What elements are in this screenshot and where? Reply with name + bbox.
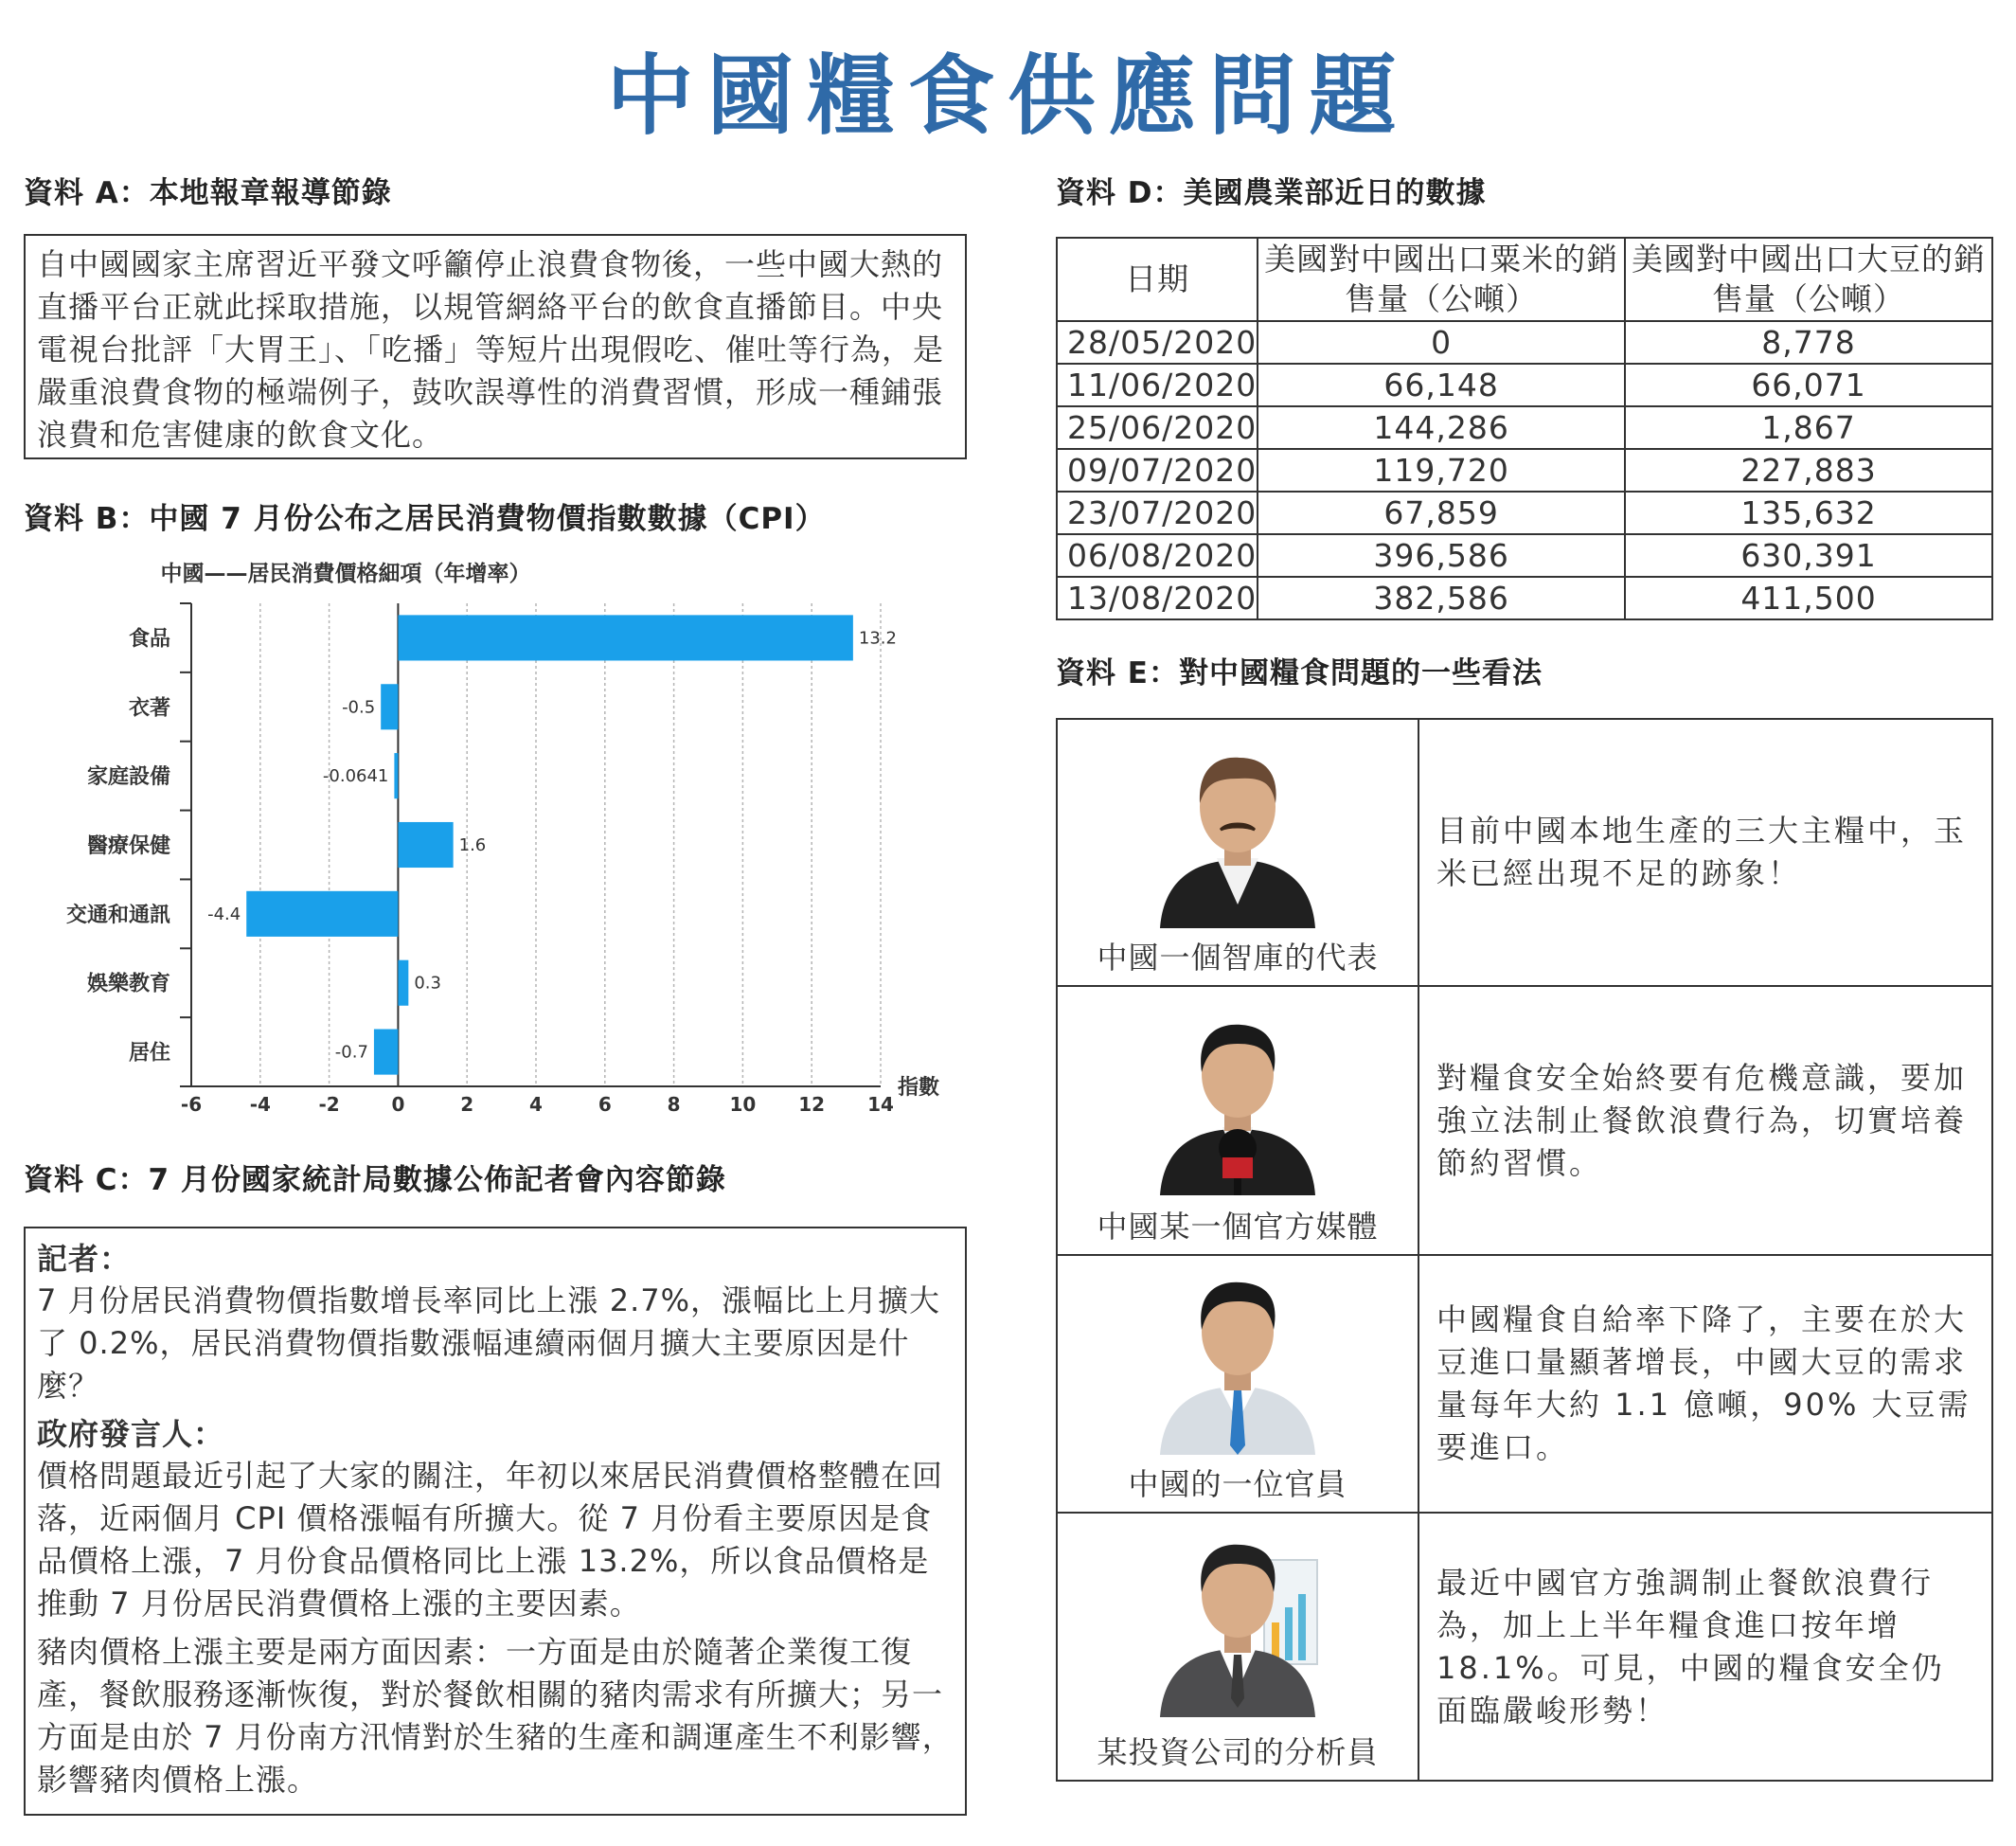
opinion-role: 中國的一位官員	[1128, 1466, 1347, 1502]
page-title: 中國糧食供應問題	[606, 45, 1410, 147]
chart-title: 中國——居民消費價格細項（年增率）	[160, 562, 531, 586]
cell-corn: 67,859	[1258, 492, 1625, 534]
opinion-row	[1058, 720, 1991, 987]
table-row	[1057, 321, 1992, 364]
cell-soybean: 411,500	[1625, 577, 1992, 619]
x-tick-label: 8	[667, 1093, 681, 1116]
opinion-text-cell	[1419, 987, 1991, 1254]
cell-soybean: 630,391	[1625, 534, 1992, 577]
chart-bars	[246, 615, 853, 1074]
table-row	[1057, 534, 1992, 577]
cell-soybean: 135,632	[1625, 492, 1992, 534]
cell-date: 11/06/2020	[1057, 364, 1258, 406]
opinion-row	[1058, 1514, 1991, 1780]
cell-date: 25/06/2020	[1057, 406, 1258, 449]
bar	[394, 753, 398, 798]
x-tick-label: 14	[867, 1093, 894, 1116]
opinion-text: 目前中國本地生產的三大主糧中，玉米已經出現不足的跡象！	[1436, 813, 1968, 891]
reporter-microphone-icon	[1152, 1006, 1323, 1195]
government-answer-2: 豬肉價格上漲主要是兩方面因素：一方面是由於隨著企業復工復產，餐飲服務逐漸恢復，對於餐飲相關的豬肉需求有所擴大；另一方面是由於 7 月份南方汛情對於生豬的生產和調運產生不利影響，影響豬肉價格上漲。	[37, 1634, 954, 1798]
opinion-row	[1058, 1256, 1991, 1514]
analyst-person-icon	[1152, 1528, 1323, 1717]
x-tick-label: 12	[798, 1093, 826, 1116]
cell-corn: 144,286	[1258, 406, 1625, 449]
chart-x-label: 指數	[897, 1076, 940, 1100]
value-label: 1.6	[458, 835, 487, 855]
source-c-box	[24, 1227, 967, 1816]
cell-corn: 66,148	[1258, 364, 1625, 406]
opinions-table	[1056, 718, 1993, 1782]
government-answer-1: 價格問題最近引起了大家的關注，年初以來居民消費價格整體在回落，近兩個月 CPI 價格漲幅有所擴大。從 7 月份看主要原因是食品價格上漲，7 月份食品價格同比上漲 13.2%，所以食品價格是推動 7 月份居民消費價格上漲的主要因素。	[37, 1458, 944, 1622]
cell-date: 13/08/2020	[1057, 577, 1258, 619]
bar	[398, 822, 453, 868]
opinion-person-cell	[1058, 720, 1419, 985]
opinion-text: 中國糧食自給率下降了，主要在於大豆進口量顯著增長，中國大豆的需求量每年大約 1.1 億噸，90% 大豆需要進口。	[1436, 1301, 1971, 1465]
cell-soybean: 8,778	[1625, 321, 1992, 364]
table-row	[1057, 492, 1992, 534]
usda-sales-table	[1056, 237, 1993, 620]
cell-date: 28/05/2020	[1057, 321, 1258, 364]
table-row	[1057, 406, 1992, 449]
speaker-reporter: 記者：	[37, 1241, 132, 1277]
category-label: 食品	[128, 627, 170, 652]
reporter-question: 7 月份居民消費物價指數增長率同比上漲 2.7%，漲幅比上月擴大了 0.2%，居民消費物價指數漲幅連續兩個月擴大主要原因是什麼？	[37, 1282, 941, 1404]
cell-corn: 119,720	[1258, 449, 1625, 492]
category-label: 居住	[128, 1041, 170, 1066]
opinion-text: 對糧食安全始終要有危機意識，要加強立法制止餐飲浪費行為，切實培養節約習慣。	[1436, 1059, 1968, 1181]
x-tick-label: 2	[460, 1093, 474, 1116]
source-e-heading: 資料 E：對中國糧食問題的一些看法	[1056, 656, 1543, 690]
opinion-text-cell	[1419, 720, 1991, 985]
source-a-text: 自中國國家主席習近平發文呼籲停止浪費食物後，一些中國大熱的直播平台正就此採取措施，以規管網絡平台的飲食直播節目。中央電視台批評「大胃王」、「吃播」等短片出現假吃、催吐等行為，是嚴重浪費食物的極端例子，鼓吹誤導性的消費習慣，形成一種鋪張浪費和危害健康的飲食文化。	[37, 246, 945, 453]
x-tick-label: -4	[249, 1093, 271, 1116]
bar	[398, 615, 852, 660]
value-label: -0.7	[334, 1042, 368, 1063]
opinion-row	[1058, 987, 1991, 1256]
opinion-text-cell	[1419, 1256, 1991, 1512]
cell-corn: 0	[1258, 321, 1625, 364]
chart-grid	[191, 603, 881, 1086]
cpi-bar-chart	[19, 554, 966, 1127]
bar	[381, 684, 398, 729]
source-a-heading: 資料 A：本地報章報導節錄	[24, 176, 392, 210]
cell-corn: 396,586	[1258, 534, 1625, 577]
opinion-person-cell	[1058, 987, 1419, 1254]
value-label: -0.0641	[322, 766, 389, 787]
table-row	[1057, 364, 1992, 406]
table-row	[1057, 577, 1992, 619]
category-label: 家庭設備	[86, 765, 170, 790]
source-c-heading: 資料 C：7 月份國家統計局數據公佈記者會內容節錄	[24, 1163, 726, 1197]
x-tick-label: -2	[318, 1093, 340, 1116]
opinion-person-cell	[1058, 1514, 1419, 1780]
value-label: 13.2	[858, 628, 897, 649]
value-label: -0.5	[342, 697, 376, 718]
cell-soybean: 227,883	[1625, 449, 1992, 492]
chart-tick-labels	[181, 1093, 894, 1116]
source-d-heading: 資料 D：美國農業部近日的數據	[1056, 176, 1487, 210]
opinion-text-cell	[1419, 1514, 1991, 1780]
header-soybean: 美國對中國出口大豆的銷售量（公噸）	[1625, 238, 1992, 321]
cell-date: 09/07/2020	[1057, 449, 1258, 492]
chart-value-labels	[207, 628, 897, 1062]
category-label: 醫療保健	[86, 834, 170, 858]
opinion-person-cell	[1058, 1256, 1419, 1512]
table-header-row	[1057, 238, 1992, 321]
cell-soybean: 66,071	[1625, 364, 1992, 406]
source-a-box	[24, 234, 967, 459]
official-person-icon	[1152, 1265, 1323, 1455]
cell-soybean: 1,867	[1625, 406, 1992, 449]
cell-corn: 382,586	[1258, 577, 1625, 619]
value-label: 0.3	[414, 973, 441, 994]
x-tick-label: -6	[180, 1093, 203, 1116]
category-label: 娛樂教育	[86, 972, 170, 996]
value-label: -4.4	[207, 904, 241, 924]
x-tick-label: 10	[729, 1093, 757, 1116]
bar	[246, 891, 398, 937]
category-label: 交通和通訊	[65, 903, 170, 927]
table-row	[1057, 449, 1992, 492]
source-b-heading: 資料 B：中國 7 月份公布之居民消費物價指數數據（CPI）	[24, 502, 826, 536]
opinion-role: 中國一個智庫的代表	[1097, 940, 1379, 976]
header-corn: 美國對中國出口粟米的銷售量（公噸）	[1258, 238, 1625, 321]
bar	[398, 960, 408, 1006]
opinion-text: 最近中國官方強調制止餐飲浪費行為，加上上半年糧食進口按年增 18.1%。可見，中國的糧食安全仍面臨嚴峻形勢！	[1436, 1564, 1945, 1729]
x-tick-label: 6	[598, 1093, 612, 1116]
opinion-role: 某投資公司的分析員	[1097, 1734, 1379, 1770]
header-date: 日期	[1057, 238, 1258, 321]
bar	[374, 1030, 398, 1075]
thinktank-person-icon	[1152, 739, 1323, 928]
speaker-government: 政府發言人：	[37, 1416, 225, 1452]
chart-category-labels	[66, 627, 170, 1065]
cell-date: 06/08/2020	[1057, 534, 1258, 577]
opinion-role: 中國某一個官方媒體	[1097, 1209, 1379, 1245]
chart-axes	[180, 603, 881, 1086]
x-tick-label: 0	[391, 1093, 405, 1116]
x-tick-label: 4	[529, 1093, 543, 1116]
cell-date: 23/07/2020	[1057, 492, 1258, 534]
category-label: 衣著	[128, 696, 170, 721]
